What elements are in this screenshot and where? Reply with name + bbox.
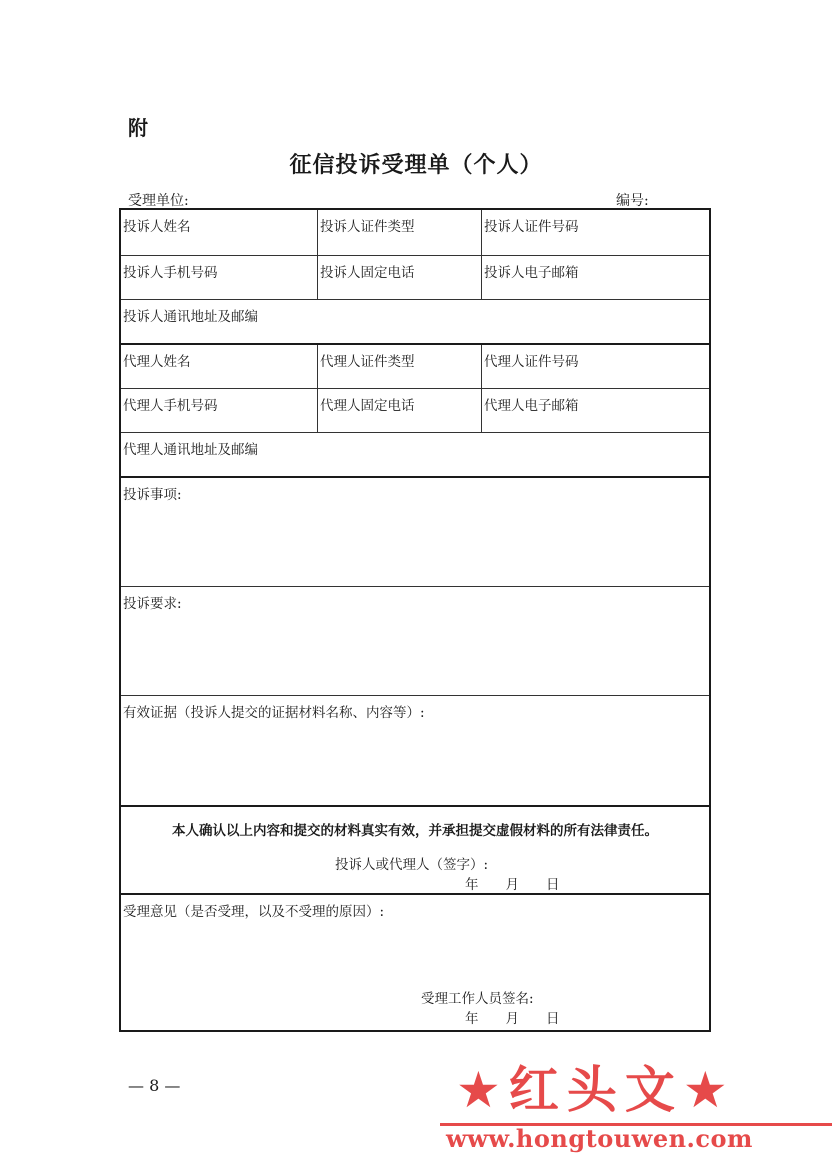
form-title: 征信投诉受理单（个人） <box>289 152 543 178</box>
acceptance-row <box>121 893 709 1030</box>
agent-name-field[interactable]: 代理人姓名 <box>123 354 191 370</box>
declaration-row <box>121 805 709 893</box>
complainant-id-type-field[interactable]: 投诉人证件类型 <box>317 210 481 255</box>
agent-email-field[interactable]: 代理人电子邮箱 <box>481 389 709 432</box>
complaint-matter-field[interactable]: 投诉事项: <box>123 487 182 503</box>
complaint-request-row <box>121 586 709 695</box>
complainant-name-field[interactable]: 投诉人姓名 <box>123 219 191 235</box>
declaration-signature-field[interactable]: 投诉人或代理人（签字）: <box>335 857 489 873</box>
acceptance-opinion-field[interactable]: 受理意见（是否受理，以及不受理的原因）: <box>123 904 385 920</box>
agent-id-number-field[interactable]: 代理人证件号码 <box>481 345 709 388</box>
complaint-request-field[interactable]: 投诉要求: <box>123 596 182 612</box>
complainant-address-field[interactable]: 投诉人通讯地址及邮编 <box>123 309 258 325</box>
complainant-id-row <box>121 210 709 255</box>
evidence-row <box>121 695 709 805</box>
evidence-field[interactable]: 有效证据（投诉人提交的证据材料名称、内容等）: <box>123 705 425 721</box>
agent-id-type-field[interactable]: 代理人证件类型 <box>317 345 481 388</box>
staff-signature-field[interactable]: 受理工作人员签名: <box>421 991 534 1007</box>
watermark-url: www.hongtouwen.com <box>446 1124 753 1153</box>
complainant-mobile-field[interactable]: 投诉人手机号码 <box>123 265 218 281</box>
declaration-date-field[interactable]: 年 月 日 <box>465 877 560 893</box>
complainant-email-field[interactable]: 投诉人电子邮箱 <box>481 256 709 299</box>
complainant-contact-row <box>121 255 709 299</box>
agent-id-row <box>121 343 709 388</box>
serial-number-label: 编号: <box>616 193 649 209</box>
agent-contact-row <box>121 388 709 432</box>
accepting-unit-label: 受理单位: <box>128 193 189 209</box>
agent-address-field[interactable]: 代理人通讯地址及邮编 <box>123 442 258 458</box>
complaint-form-table <box>119 208 711 1032</box>
agent-landline-field[interactable]: 代理人固定电话 <box>317 389 481 432</box>
appendix-label: 附 <box>128 116 148 140</box>
watermark-logo: ★红头文★ <box>456 1061 736 1119</box>
acceptance-date-field[interactable]: 年 月 日 <box>465 1011 560 1027</box>
declaration-statement: 本人确认以上内容和提交的材料真实有效，并承担提交虚假材料的所有法律责任。 <box>172 823 658 839</box>
agent-address-row <box>121 432 709 476</box>
complaint-matter-row <box>121 476 709 586</box>
agent-mobile-field[interactable]: 代理人手机号码 <box>123 398 218 414</box>
page-number: — 8 — <box>128 1076 181 1095</box>
complainant-id-number-field[interactable]: 投诉人证件号码 <box>481 210 709 255</box>
complainant-landline-field[interactable]: 投诉人固定电话 <box>317 256 481 299</box>
complainant-address-row <box>121 299 709 343</box>
